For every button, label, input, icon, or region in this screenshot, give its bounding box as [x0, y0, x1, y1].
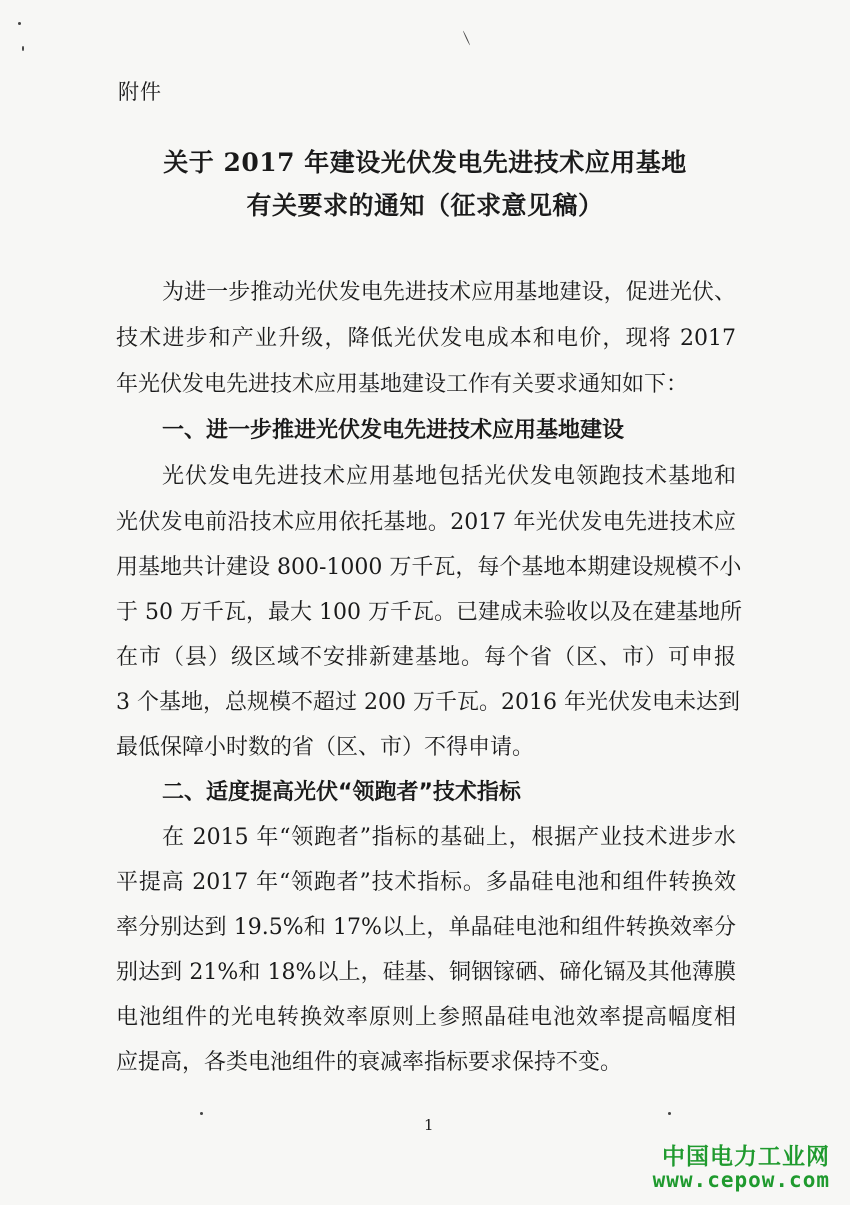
section-1-heading: 一、进一步推进光伏发电先进技术应用基地建设 — [162, 418, 625, 443]
section-2-heading: 二、适度提高光伏“领跑者”技术指标 — [162, 780, 521, 805]
watermark-site-url: www.cepow.com — [652, 1168, 830, 1192]
attachment-label: 附件 — [118, 80, 162, 104]
section-2-line: 别达到 21%和 18%以上，硅基、铜铟镓硒、碲化镉及其他薄膜 — [116, 960, 736, 985]
section-2-line: 在 2015 年“领跑者”指标的基础上，根据产业技术进步水 — [162, 825, 736, 850]
section-1-line: 光伏发电先进技术应用基地包括光伏发电领跑技术基地和 — [162, 464, 736, 489]
section-2-line: 应提高，各类电池组件的衰减率指标要求保持不变。 — [116, 1050, 623, 1075]
intro-line: 年光伏发电先进技术应用基地建设工作有关要求通知如下： — [116, 372, 689, 397]
section-1-line: 光伏发电前沿技术应用依托基地。2017 年光伏发电先进技术应 — [116, 510, 736, 535]
section-1-line: 最低保障小时数的省（区、市）不得申请。 — [116, 735, 535, 760]
section-2-line: 率分别达到 19.5%和 17%以上，单晶硅电池和组件转换效率分 — [116, 915, 736, 940]
document-title-line-2: 有关要求的通知（征求意见稿） — [246, 191, 604, 220]
section-1-line: 3 个基地，总规模不超过 200 万千瓦。2016 年光伏发电未达到 — [116, 690, 740, 715]
scan-speck — [18, 22, 21, 25]
scan-speck — [668, 1112, 671, 1115]
document-title-line-1: 关于 2017 年建设光伏发电先进技术应用基地 — [163, 148, 687, 177]
section-1-line: 用基地共计建设 800-1000 万千瓦，每个基地本期建设规模不小 — [116, 555, 742, 580]
intro-line: 技术进步和产业升级，降低光伏发电成本和电价，现将 2017 — [116, 326, 736, 351]
section-1-line: 在市（县）级区域不安排新建基地。每个省（区、市）可申报 — [116, 645, 736, 670]
intro-line: 为进一步推动光伏发电先进技术应用基地建设，促进光伏、 — [162, 280, 736, 305]
scan-speck — [22, 46, 24, 51]
scan-speck — [463, 31, 471, 46]
watermark-site-name: 中国电力工业网 — [662, 1144, 830, 1170]
section-2-line: 平提高 2017 年“领跑者”技术指标。多晶硅电池和组件转换效 — [116, 870, 736, 895]
page-number: 1 — [424, 1116, 434, 1134]
scan-speck — [200, 1112, 203, 1115]
section-1-line: 于 50 万千瓦，最大 100 万千瓦。已建成未验收以及在建基地所 — [116, 600, 742, 625]
section-2-line: 电池组件的光电转换效率原则上参照晶硅电池效率提高幅度相 — [116, 1005, 736, 1030]
